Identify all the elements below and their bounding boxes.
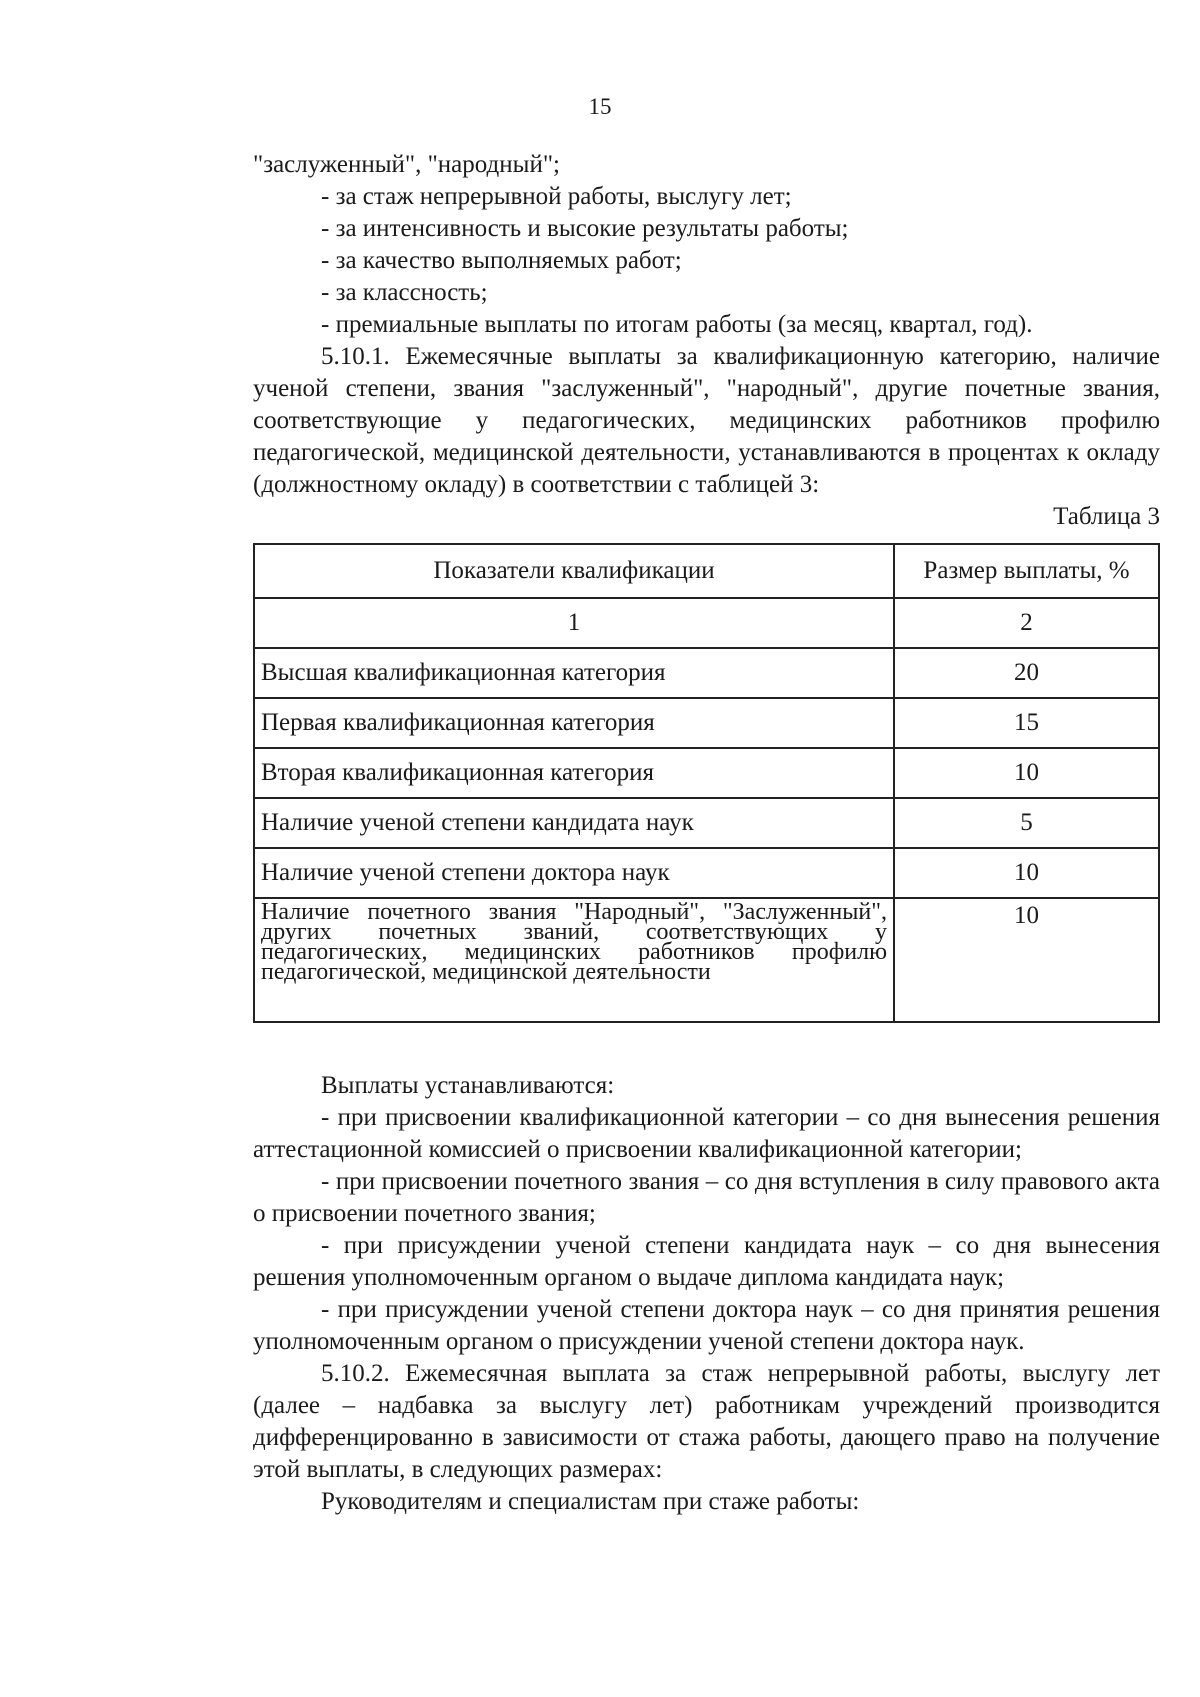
indicator-cell: Наличие ученой степени кандидата наук [254, 798, 894, 848]
payment-type-item: - за качество выполняемых работ; [321, 247, 682, 274]
payment-type-item: - премиальные выплаты по итогам работы (за месяц, квартал, год). [321, 311, 1033, 338]
table-row [254, 798, 1159, 848]
condition-item: - при присвоении почетного звания – со дня вступления в силу правового акта о присвоении почетного звания; [253, 1168, 1160, 1227]
header-amount: Размер выплаты, % [894, 544, 1159, 598]
conditions-lead: Выплаты устанавливаются: [321, 1072, 615, 1099]
qualification-table [253, 543, 1160, 1023]
indicator-cell: Вторая квалификационная категория [254, 748, 894, 798]
closing-line: Руководителям и специалистам при стаже работы: [321, 1488, 860, 1515]
condition-item: - при присуждении ученой степени кандидата наук – со дня вынесения решения уполномоченным органом о выдаче диплома кандидата наук; [253, 1232, 1160, 1291]
table-header-row [254, 544, 1159, 598]
condition-item: - при присуждении ученой степени доктора наук – со дня принятия решения уполномоченным органом о присуждении ученой степени доктора наук. [253, 1296, 1160, 1355]
table-row [254, 848, 1159, 898]
page-number: 15 [588, 94, 612, 119]
paragraph-5-10-2: 5.10.2. Ежемесячная выплата за стаж непрерывной работы, выслугу лет (далее – надбавка за выслугу лет) работникам учреждений производится дифференцированно в зависимости от стажа работы, дающего право на получение этой выплаты, в следующих размерах: [253, 1360, 1160, 1483]
intro-continuation: "заслуженный", "народный"; [253, 151, 560, 178]
amount-cell: 20 [894, 648, 1159, 698]
amount-cell: 10 [894, 748, 1159, 798]
paragraph-5-10-1: 5.10.1. Ежемесячные выплаты за квалификационную категорию, наличие ученой степени, звания "заслуженный", "народный", другие почетные звания, соответствующие у педагогических, медицинских работников профилю педагогической, медицинской деятельности, устанавливаются в процентах к окладу (должностному окладу) в соответствии с таблицей 3: [253, 343, 1160, 498]
condition-item: - при присвоении квалификационной категории – со дня вынесения решения аттестационной комиссией о присвоении квалификационной категории; [253, 1104, 1160, 1163]
payment-type-item: - за интенсивность и высокие результаты работы; [321, 215, 849, 242]
indicator-cell: Наличие почетного звания "Народный", "Заслуженный", других почетных званий, соответствующих у педагогических, медицинских работников профилю педагогической, медицинской деятельности [254, 898, 894, 1022]
payment-conditions-section [253, 1070, 1160, 1518]
table-row [254, 898, 1159, 1022]
amount-cell: 15 [894, 698, 1159, 748]
payment-type-item: - за классность; [321, 279, 488, 306]
column-number-row [254, 598, 1159, 648]
indicator-cell: Первая квалификационная категория [254, 698, 894, 748]
amount-cell: 10 [894, 848, 1159, 898]
table-row [254, 698, 1159, 748]
payment-type-item: - за стаж непрерывной работы, выслугу лет; [321, 183, 792, 210]
indicator-cell: Высшая квалификационная категория [254, 648, 894, 698]
column-number: 1 [254, 598, 894, 648]
table-row [254, 748, 1159, 798]
indicator-cell: Наличие ученой степени доктора наук [254, 848, 894, 898]
amount-cell: 10 [894, 898, 1159, 1022]
header-indicator: Показатели квалификации [254, 544, 894, 598]
intro-section [253, 149, 1160, 533]
table-caption: Таблица 3 [1053, 503, 1160, 530]
table-row [254, 648, 1159, 698]
column-number: 2 [894, 598, 1159, 648]
amount-cell: 5 [894, 798, 1159, 848]
